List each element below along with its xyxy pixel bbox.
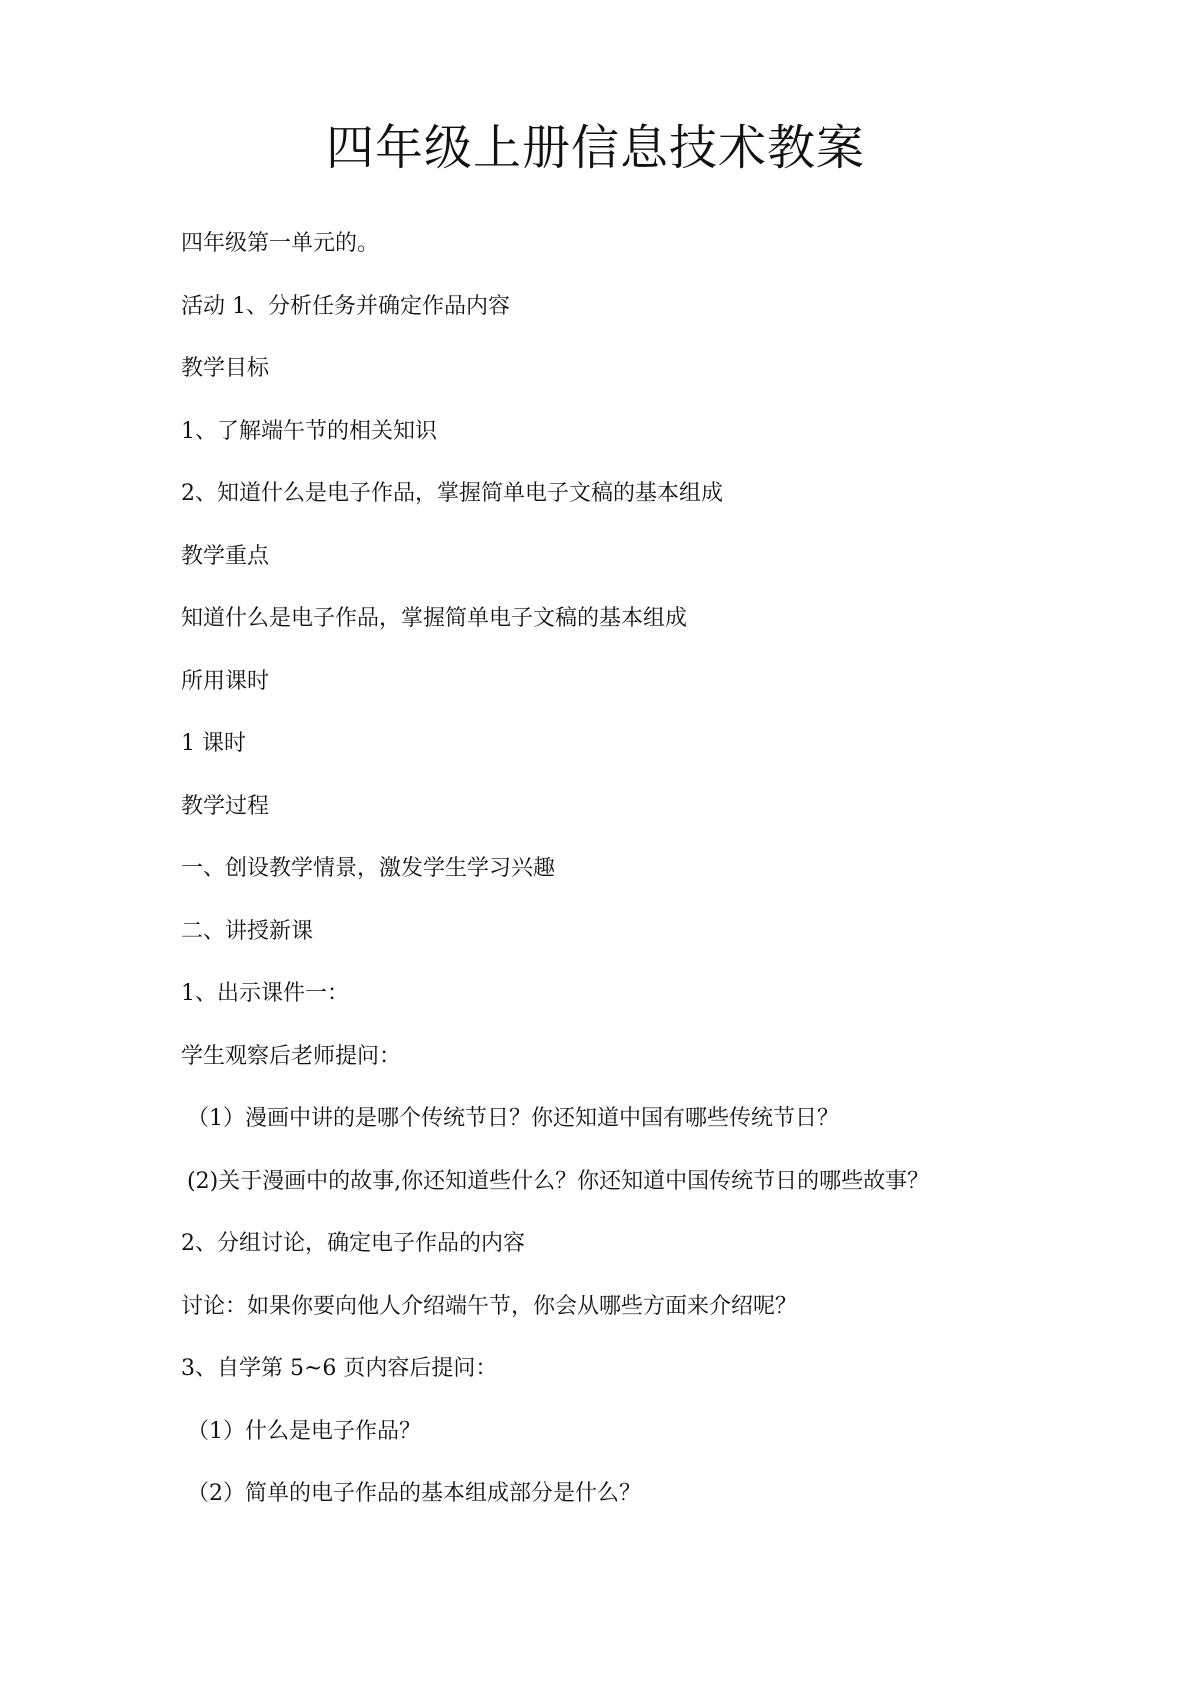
text-line: 教学过程 [181,793,270,819]
text-line: 所用课时 [181,668,270,694]
text-line: (2)关于漫画中的故事,你还知道些什么？你还知道中国传统节日的哪些故事？ [187,1168,930,1194]
text-line: （1）漫画中讲的是哪个传统节日？你还知道中国有哪些传统节日？ [187,1106,839,1131]
text-line: 活动 1、分析任务并确定作品内容 [181,293,510,319]
text-line: 四年级第一单元的。 [181,231,380,256]
text-line: 二、讲授新课 [181,918,314,944]
text-line: 知道什么是电子作品，掌握简单电子文稿的基本组成 [181,606,688,631]
text-line: 3、自学第 5~6 页内容后提问： [181,1356,498,1381]
document-title: 四年级上册信息技术教案 [325,120,865,176]
text-line: 讨论：如果你要向他人介绍端午节，你会从哪些方面来介绍呢？ [181,1293,798,1319]
text-line: 学生观察后老师提问： [181,1043,402,1069]
text-line: 教学重点 [181,543,270,569]
text-line: 1、出示课件一： [181,981,349,1006]
text-line: （1）什么是电子作品？ [187,1418,421,1444]
document-body [181,228,1081,1541]
text-line: 2、分组讨论，确定电子作品的内容 [181,1231,525,1256]
text-line: 一、创设教学情景，激发学生学习兴趣 [181,856,556,881]
text-line: 教学目标 [181,356,270,381]
text-line: （2）简单的电子作品的基本组成部分是什么？ [187,1481,641,1506]
text-line: 1、了解端午节的相关知识 [181,418,437,444]
text-line: 2、知道什么是电子作品，掌握简单电子文稿的基本组成 [181,481,723,506]
text-line: 1 课时 [181,731,246,756]
